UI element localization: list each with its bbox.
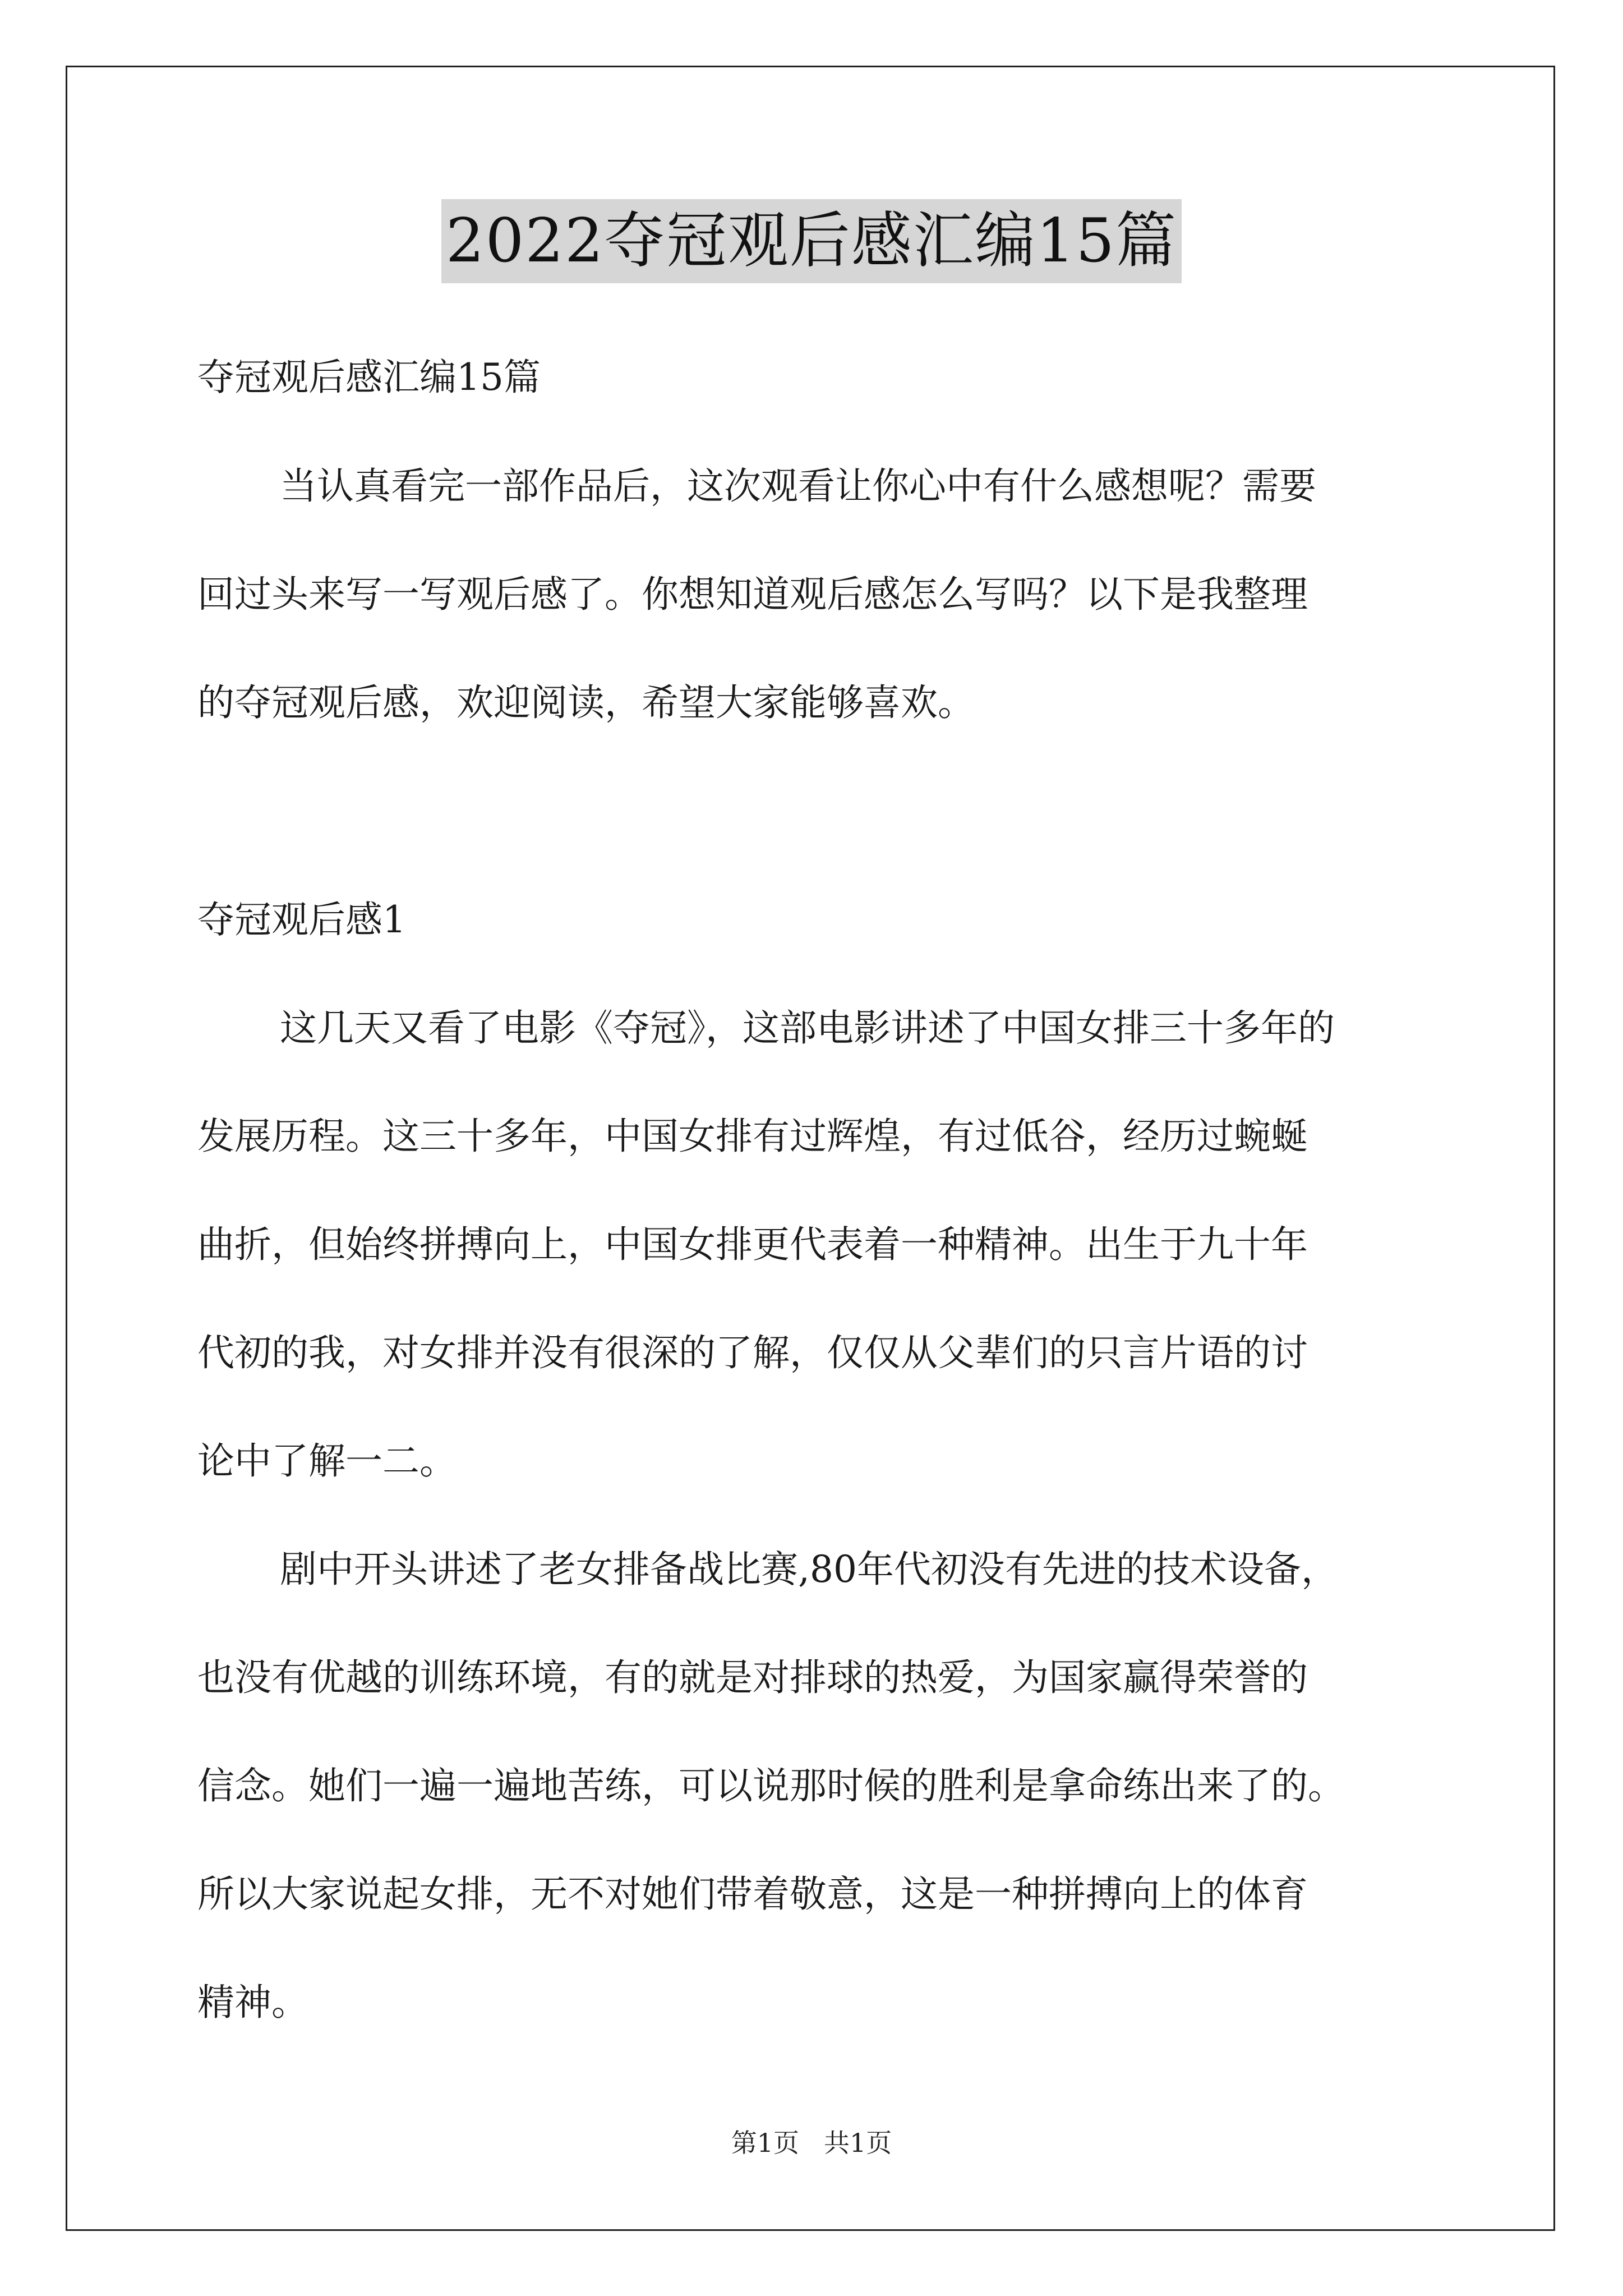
para1-line-3: 曲折，但始终拼搏向上，中国女排更代表着一种精神。出生于九十年: [197, 1223, 1308, 1266]
section-heading-1: 夺冠观后感1: [197, 898, 406, 941]
para1-line-5: 论中了解一二。: [197, 1439, 457, 1483]
para2-line-5: 精神。: [197, 1981, 308, 2024]
para2-line-1: 剧中开头讲述了老女排备战比赛,80年代初没有先进的技术设备，: [280, 1548, 1338, 1591]
page-total: 共1页: [823, 2128, 892, 2158]
intro-line-3: 的夺冠观后感，欢迎阅读，希望大家能够喜欢。: [197, 681, 975, 724]
title-container: [0, 199, 1623, 283]
page-footer: [0, 2126, 1623, 2160]
para2-line-2: 也没有优越的训练环境，有的就是对排球的热爱，为国家赢得荣誉的: [197, 1656, 1308, 1699]
document-subtitle: 夺冠观后感汇编15篇: [197, 356, 541, 399]
intro-line-2: 回过头来写一写观后感了。你想知道观后感怎么写吗？以下是我整理: [197, 573, 1308, 616]
para2-line-3: 信念。她们一遍一遍地苦练，可以说那时候的胜利是拿命练出来了的。: [197, 1764, 1345, 1807]
intro-line-1: 当认真看完一部作品后，这次观看让你心中有什么感想呢？需要: [280, 464, 1316, 508]
document-title: 2022夺冠观后感汇编15篇: [441, 199, 1182, 283]
page-current: 第1页: [731, 2128, 800, 2158]
para2-line-4: 所以大家说起女排，无不对她们带着敬意，这是一种拼搏向上的体育: [197, 1872, 1308, 1916]
para1-line-4: 代初的我，对女排并没有很深的了解，仅仅从父辈们的只言片语的讨: [197, 1331, 1308, 1374]
para1-line-2: 发展历程。这三十多年，中国女排有过辉煌，有过低谷，经历过蜿蜒: [197, 1115, 1308, 1158]
para1-line-1: 这几天又看了电影《夺冠》，这部电影讲述了中国女排三十多年的: [280, 1006, 1335, 1050]
